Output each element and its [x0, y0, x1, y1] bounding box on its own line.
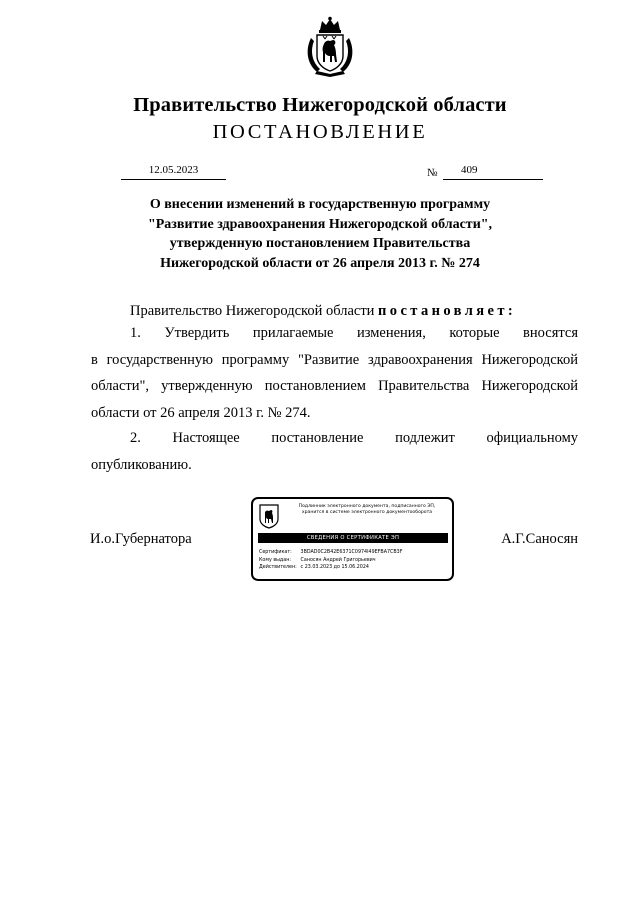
resolves-word: постановляет:	[378, 303, 517, 319]
paragraph-1-line: в государственную программу "Развитие здравоохранения Нижегородской	[91, 351, 578, 368]
stamp-valid-value: с 23.03.2023 до 15.06.2024	[300, 565, 369, 571]
stamp-cert-row	[259, 549, 449, 557]
paragraph-2	[91, 425, 578, 478]
stamp-header	[281, 504, 453, 517]
document-number-field	[443, 164, 543, 180]
coat-of-arms-emblem	[303, 16, 357, 78]
stamp-details	[259, 549, 449, 572]
paragraph-2-line: 2. Настоящее постановление подлежит официальному	[130, 430, 578, 446]
subject-line: О внесении изменений в государственную программу	[149, 197, 491, 212]
paragraph-1-line: области", утвержденную постановлением Правительства Нижегородской	[91, 378, 578, 394]
stamp-header-line: Подлинник электронного документа, подписанного ЭП,	[298, 504, 436, 509]
stamp-valid-row	[259, 564, 449, 572]
electronic-signature-stamp	[251, 497, 454, 581]
number-sign: №	[427, 167, 438, 179]
document-subject	[90, 195, 550, 273]
stamp-owner-row	[259, 557, 449, 565]
stamp-certificate-bar: СВЕДЕНИЯ О СЕРТИФИКАТЕ ЭП	[258, 533, 448, 543]
paragraph-1-line: области от 26 апреля 2013 г. № 274.	[91, 404, 311, 421]
stamp-owner-label: Кому выдан:	[259, 557, 291, 563]
signer-name: А.Г.Саносян	[501, 531, 578, 547]
signer-role: И.о.Губернатора	[90, 531, 192, 547]
document-date: 12.05.2023	[121, 164, 226, 180]
preamble-text: Правительство Нижегородской области	[130, 303, 375, 319]
government-title: Правительство Нижегородской области	[133, 94, 507, 116]
paragraph-1-line: 1. Утвердить прилагаемые изменения, которые вносятся	[130, 325, 578, 341]
subject-line: "Развитие здравоохранения Нижегородской области",	[147, 216, 493, 232]
stamp-cert-label: Сертификат:	[259, 550, 292, 555]
document-number: 409	[461, 164, 478, 176]
stamp-header-line: хранится в системе электронного документооборота	[301, 510, 433, 516]
subject-line: Нижегородской области от 26 апреля 2013 г. № 274	[160, 255, 480, 271]
document-type: ПОСТАНОВЛЕНИЕ	[212, 121, 428, 143]
stamp-owner-value: Саносян Андрей Григорьевич	[300, 557, 376, 563]
stamp-emblem-icon	[259, 504, 279, 529]
paragraph-1	[91, 320, 578, 426]
stamp-valid-label: Действителен:	[259, 565, 297, 571]
subject-line: утвержденную постановлением Правительства	[169, 236, 471, 251]
stamp-cert-value: 3BDAD0C2B42E6371C0974I49EFBA7CB3F	[300, 550, 403, 555]
paragraph-2-line: опубликованию.	[91, 456, 192, 473]
